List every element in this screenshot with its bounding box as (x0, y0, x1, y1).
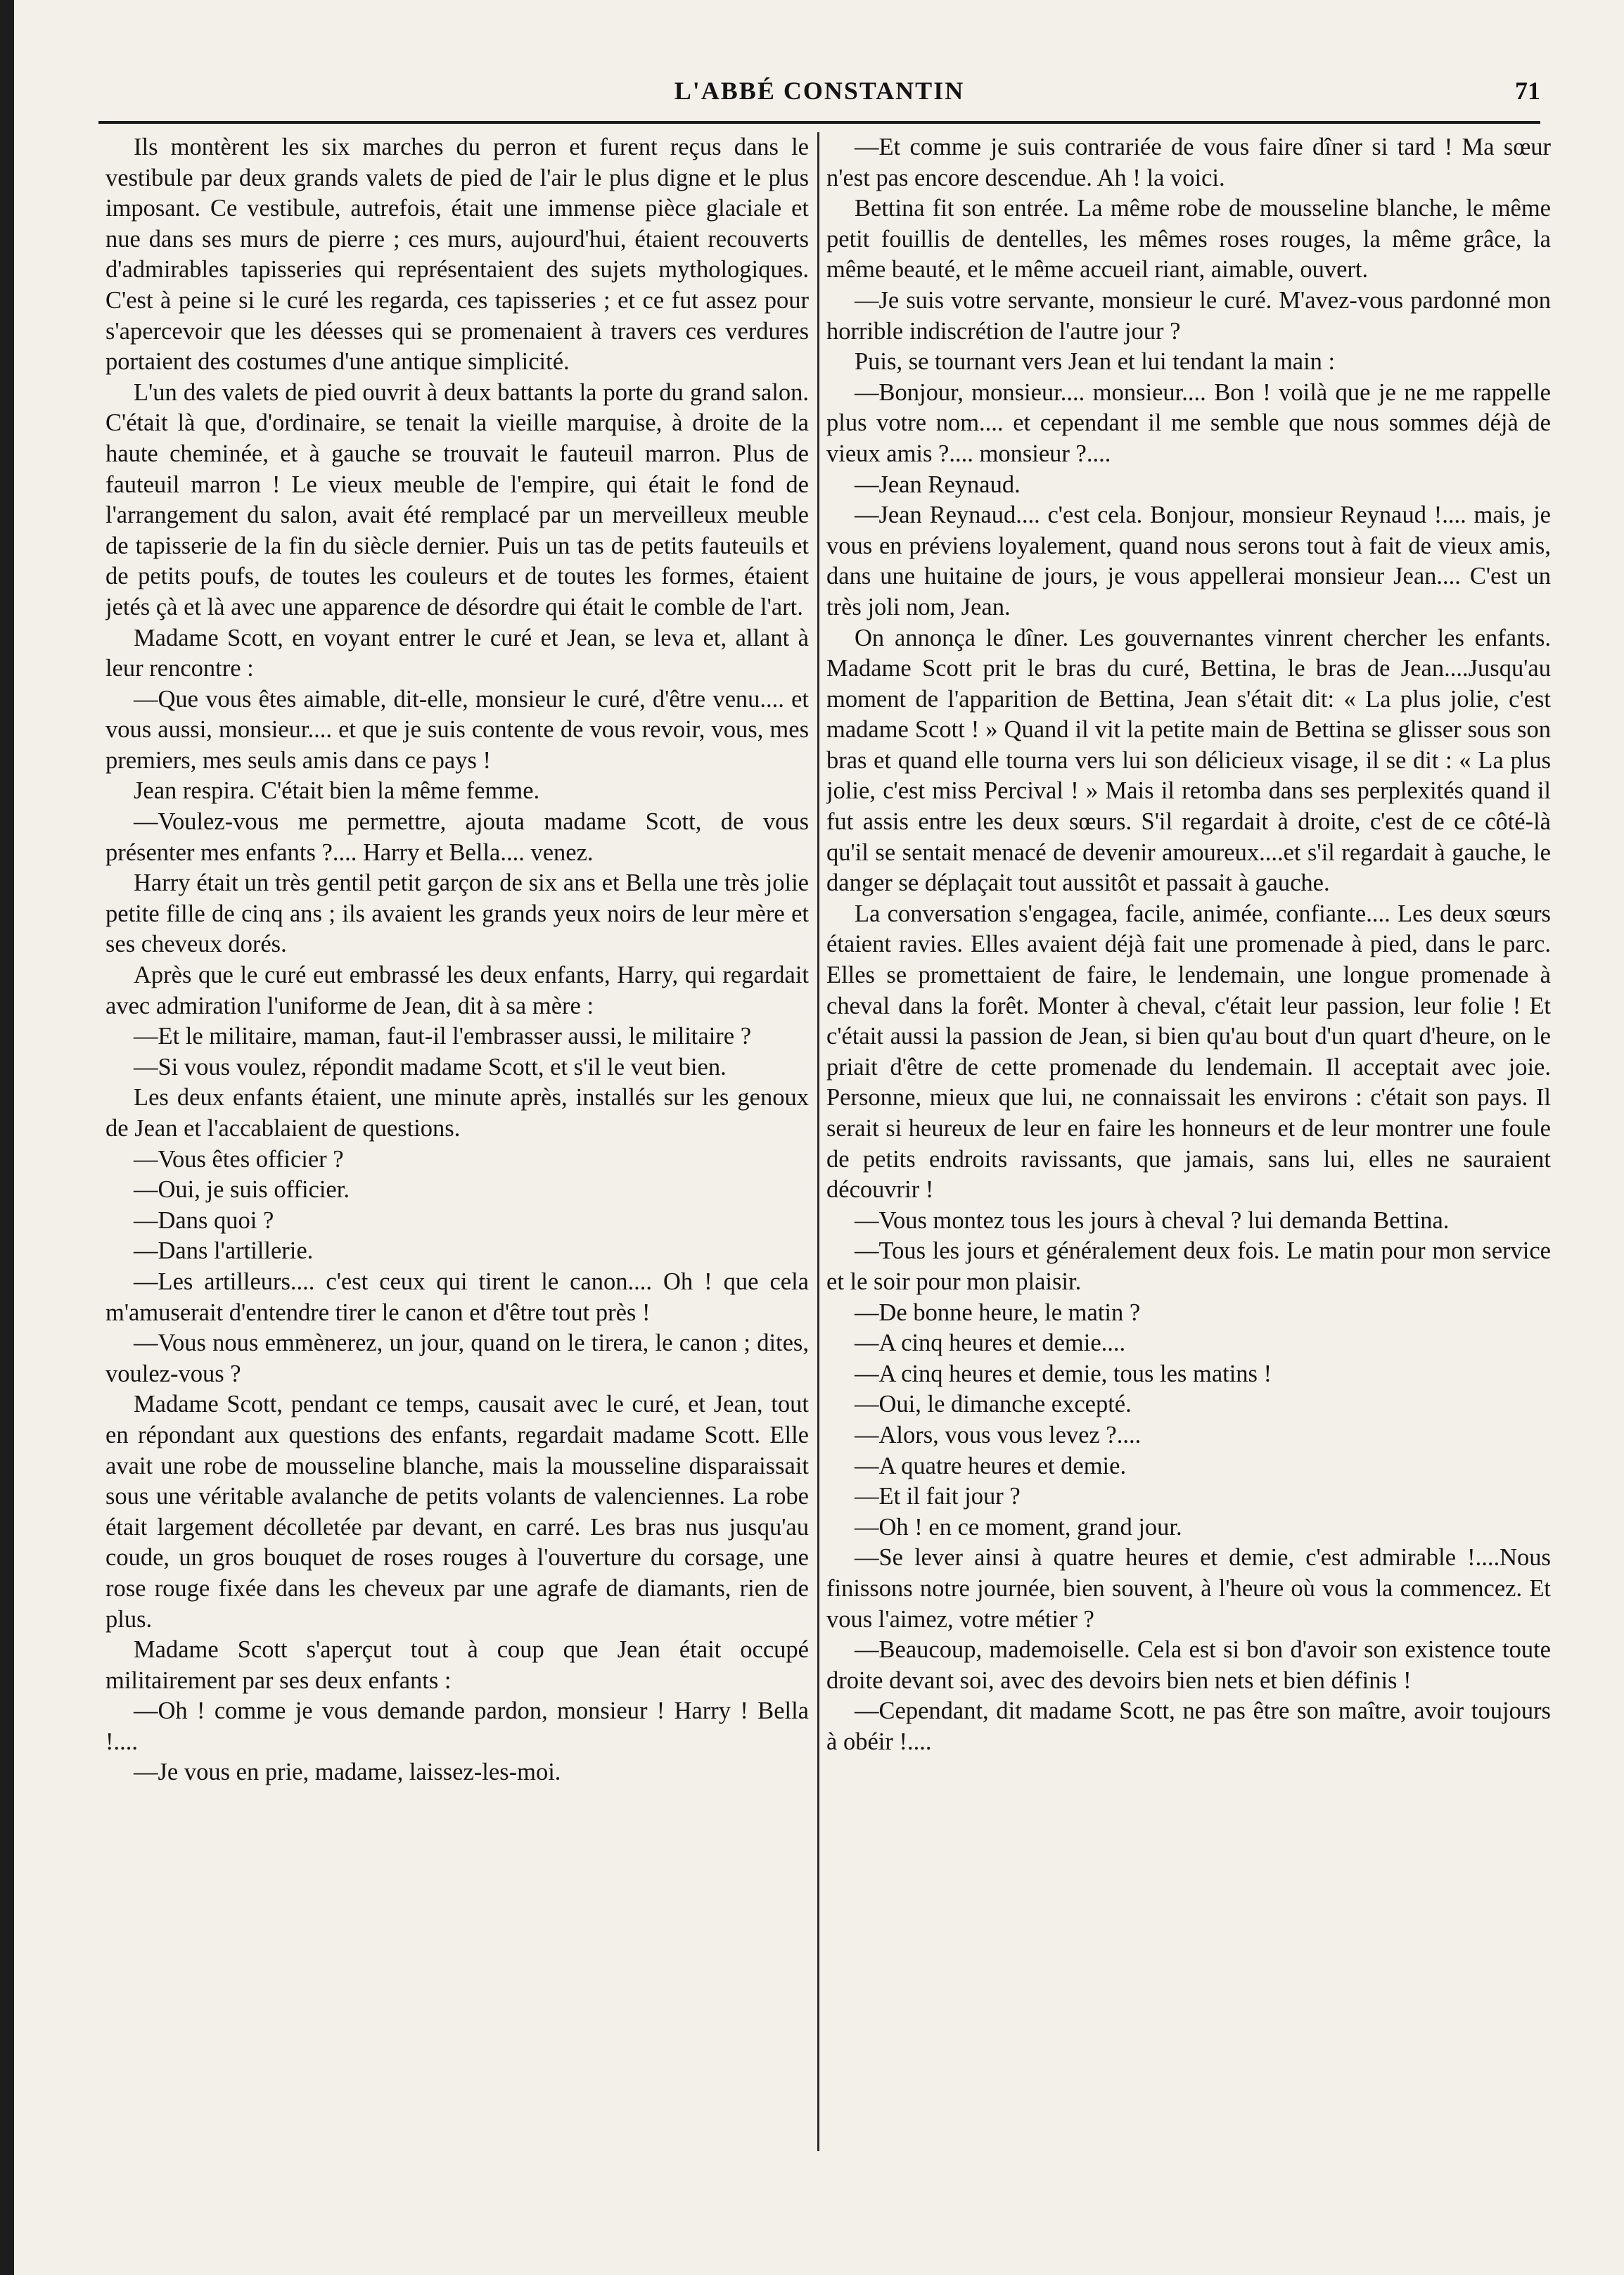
right-column-paragraph: —Jean Reynaud.... c'est cela. Bonjour, monsieur Reynaud !.... mais, je vous en préviens loyalement, quand nous serons tout à fait de vieux amis, dans une huitaine de jours, je vous appellerai monsieur Jean.... C'est un très joli nom, Jean. (826, 502, 1551, 620)
left-column-paragraph: Madame Scott, en voyant entrer le curé et Jean, se leva et, allant à leur rencontre : (106, 624, 809, 682)
right-column-paragraph: —Tous les jours et généralement deux fois. Le matin pour mon service et le soir pour mon plaisir. (826, 1237, 1551, 1295)
right-column-paragraph: —Jean Reynaud. (855, 471, 1021, 498)
left-column-paragraph: Harry était un très gentil petit garçon de six ans et Bella une très jolie petite fille de cinq ans ; ils avaient les grands yeux noirs de leur mère et ses cheveux dorés. (106, 869, 809, 958)
right-column-paragraph: —De bonne heure, le matin ? (855, 1299, 1141, 1326)
left-column-paragraph: —Voulez-vous me permettre, ajouta madame Scott, de vous présenter mes enfants ?.... Harry et Bella.... venez. (106, 808, 809, 866)
right-column-paragraph: —Vous montez tous les jours à cheval ? lui demanda Bettina. (855, 1206, 1450, 1234)
left-column-paragraph: —Et le militaire, maman, faut-il l'embrasser aussi, le militaire ? (134, 1023, 752, 1050)
left-column-paragraph: Madame Scott, pendant ce temps, causait avec le curé, et Jean, tout en répondant aux questions des enfants, regardait madame Scott. Elle avait une robe de mousseline blanche, mais la mousseline disparaissait sous une véritable avalanche de petits volants de valenciennes. La robe était largement décolletée par devant, en carré. Les bras nus jusqu'au coude, un gros bouquet de roses rouges à l'ouverture du corsage, une rose rouge fixée dans les cheveux par une agrafe de diamants, rien de plus. (106, 1391, 809, 1633)
header-rule (98, 121, 1540, 124)
left-column-paragraph: —Que vous êtes aimable, dit-elle, monsieur le curé, d'être venu.... et vous aussi, monsieur.... et que je suis contente de vous revoir, vous, mes premiers, mes seuls amis dans ce pays ! (106, 685, 809, 774)
left-column-paragraph: Après que le curé eut embrassé les deux enfants, Harry, qui regardait avec admiration l'uniforme de Jean, dit à sa mère : (106, 962, 809, 1019)
page-number: 71 (1515, 77, 1540, 105)
left-column-paragraph: —Vous êtes officier ? (134, 1145, 344, 1173)
right-column-paragraph: —Alors, vous vous levez ?.... (855, 1421, 1142, 1448)
left-column-paragraph: Ils montèrent les six marches du perron et furent reçus dans le vestibule par deux grands valets de pied de l'air le plus digne et le plus imposant. Ce vestibule, autrefois, était une immense pièce glaciale et nue dans ses murs de pierre ; ces murs, aujourd'hui, étaient recouverts d'admirables tapisseries qui représentaient des sujets mythologiques. C'est à peine si le curé les regarda, ces tapisseries ; et ce fut assez pour s'apercevoir que les déesses qui se promenaient à travers ces verdures portaient des costumes d'une antique simplicité. (106, 134, 809, 376)
right-column-paragraph: Bettina fit son entrée. La même robe de mousseline blanche, le même petit fouillis de dentelles, les mêmes roses rouges, la même grâce, la même beauté, et le même accueil riant, aimable, ouvert. (826, 195, 1551, 283)
right-column-paragraph: —Bonjour, monsieur.... monsieur.... Bon ! voilà que je ne me rappelle plus votre nom.... et cependant il me semble que nous sommes déjà de vieux amis ?.... monsieur ?.... (826, 378, 1551, 467)
left-column-paragraph: —Dans quoi ? (134, 1206, 274, 1234)
left-column (106, 132, 809, 2151)
right-column-paragraph: —A quatre heures et demie. (855, 1452, 1127, 1479)
left-column-paragraph: —Oui, je suis officier. (134, 1176, 350, 1204)
left-column-paragraph: Les deux enfants étaient, une minute après, installés sur les genoux de Jean et l'accablaient de questions. (106, 1084, 809, 1142)
right-column-paragraph: —Se lever ainsi à quatre heures et demie, c'est admirable !....Nous finissons notre journée, bien souvent, à l'heure où vous la commencez. Et vous l'aimez, votre métier ? (826, 1544, 1551, 1633)
left-column-paragraph: —Vous nous emmènerez, un jour, quand on le tirera, le canon ; dites, voulez-vous ? (106, 1330, 809, 1387)
scan-edge-shadow (0, 0, 14, 2275)
left-column-paragraph: Jean respira. C'était bien la même femme. (134, 777, 540, 805)
right-column-paragraph: —Je suis votre servante, monsieur le curé. M'avez-vous pardonné mon horrible indiscrétion de l'autre jour ? (826, 286, 1551, 345)
right-column-paragraph: Puis, se tournant vers Jean et lui tendant la main : (855, 348, 1336, 376)
right-column-paragraph: —Et comme je suis contrariée de vous faire dîner si tard ! Ma sœur n'est pas encore descendue. Ah ! la voici. (826, 134, 1551, 191)
right-column-paragraph: —Beaucoup, mademoiselle. Cela est si bon d'avoir son existence toute droite devant soi, avec des devoirs bien nets et bien définis ! (826, 1636, 1551, 1694)
left-column-paragraph: —Dans l'artillerie. (134, 1237, 314, 1265)
left-column-paragraph: —Si vous voulez, répondit madame Scott, et s'il le veut bien. (134, 1053, 727, 1081)
right-column-paragraph: —Oh ! en ce moment, grand jour. (855, 1513, 1182, 1541)
column-divider (817, 132, 819, 2151)
right-column-paragraph: On annonça le dîner. Les gouvernantes vinrent chercher les enfants. Madame Scott prit le bras du curé, Bettina, le bras de Jean....Jusqu'au moment de l'apparition de Bettina, Jean s'était dit: « La plus jolie, c'est madame Scott ! » Quand il vit la petite main de Bettina se glisser sous son bras et quand elle tourna vers lui son délicieux visage, il se dit : « La plus jolie, c'est miss Percival ! » Mais il retomba dans ses perplexités quand il fut assis entre les deux sœurs. S'il regardait à droite, c'est de ce côté-là qu'il se sentait menacé de devenir amoureux....et s'il regardait à gauche, le danger se déplaçait tout aussitôt et passait à gauche. (826, 624, 1551, 897)
running-title: L'ABBÉ CONSTANTIN (674, 77, 965, 105)
running-header (98, 76, 1540, 118)
right-column-paragraph: —A cinq heures et demie.... (855, 1330, 1126, 1357)
left-column-paragraph: —Oh ! comme je vous demande pardon, monsieur ! Harry ! Bella !.... (106, 1697, 809, 1755)
right-column-paragraph: —A cinq heures et demie, tous les matins ! (855, 1360, 1272, 1387)
right-column-paragraph: La conversation s'engagea, facile, animée, confiante.... Les deux sœurs étaient ravies. Elles avaient déjà fait une promenade à pied, dans le parc. Elles se promettaient de faire, le lendemain, une longue promenade à cheval dans la forêt. Monter à cheval, c'était leur passion, leur folie ! Et c'était aussi la passion de Jean, si bien qu'au bout d'un quart d'heure, on le priait d'être de cette promenade du lendemain. Il acceptait avec joie. Personne, mieux que lui, ne connaissait les environs : c'était son pays. Il serait si heureux de leur en faire les honneurs et de leur montrer une foule de petits endroits ravissants, que jamais, sans lui, elles ne sauraient découvrir ! (826, 900, 1551, 1204)
right-column-paragraph: —Oui, le dimanche excepté. (855, 1391, 1132, 1418)
left-column-paragraph: —Je vous en prie, madame, laissez-les-moi. (134, 1759, 561, 1786)
right-column (826, 132, 1551, 2151)
left-column-paragraph: —Les artilleurs.... c'est ceux qui tirent le canon.... Oh ! que cela m'amuserait d'entendre tirer le canon et d'être tout près ! (106, 1268, 809, 1326)
left-column-paragraph: L'un des valets de pied ouvrit à deux battants la porte du grand salon. C'était là que, d'ordinaire, se tenait la vieille marquise, à droite de la haute cheminée, et à gauche se trouvait le fauteuil marron. Plus de fauteuil marron ! Le vieux meuble de l'empire, qui était le fond de l'arrangement du salon, avait été remplacé par un merveilleux meuble de tapisserie de la fin du siècle dernier. Puis un tas de petits fauteuils et de petits poufs, de toutes les couleurs et de toutes les formes, étaient jetés çà et là avec une apparence de désordre qui était le comble de l'art. (106, 378, 809, 620)
right-column-paragraph: —Et il fait jour ? (855, 1483, 1021, 1510)
left-column-paragraph: Madame Scott s'aperçut tout à coup que Jean était occupé militairement par ses deux enfants : (106, 1636, 809, 1694)
right-column-paragraph: —Cependant, dit madame Scott, ne pas être son maître, avoir toujours à obéir !.... (826, 1697, 1551, 1755)
